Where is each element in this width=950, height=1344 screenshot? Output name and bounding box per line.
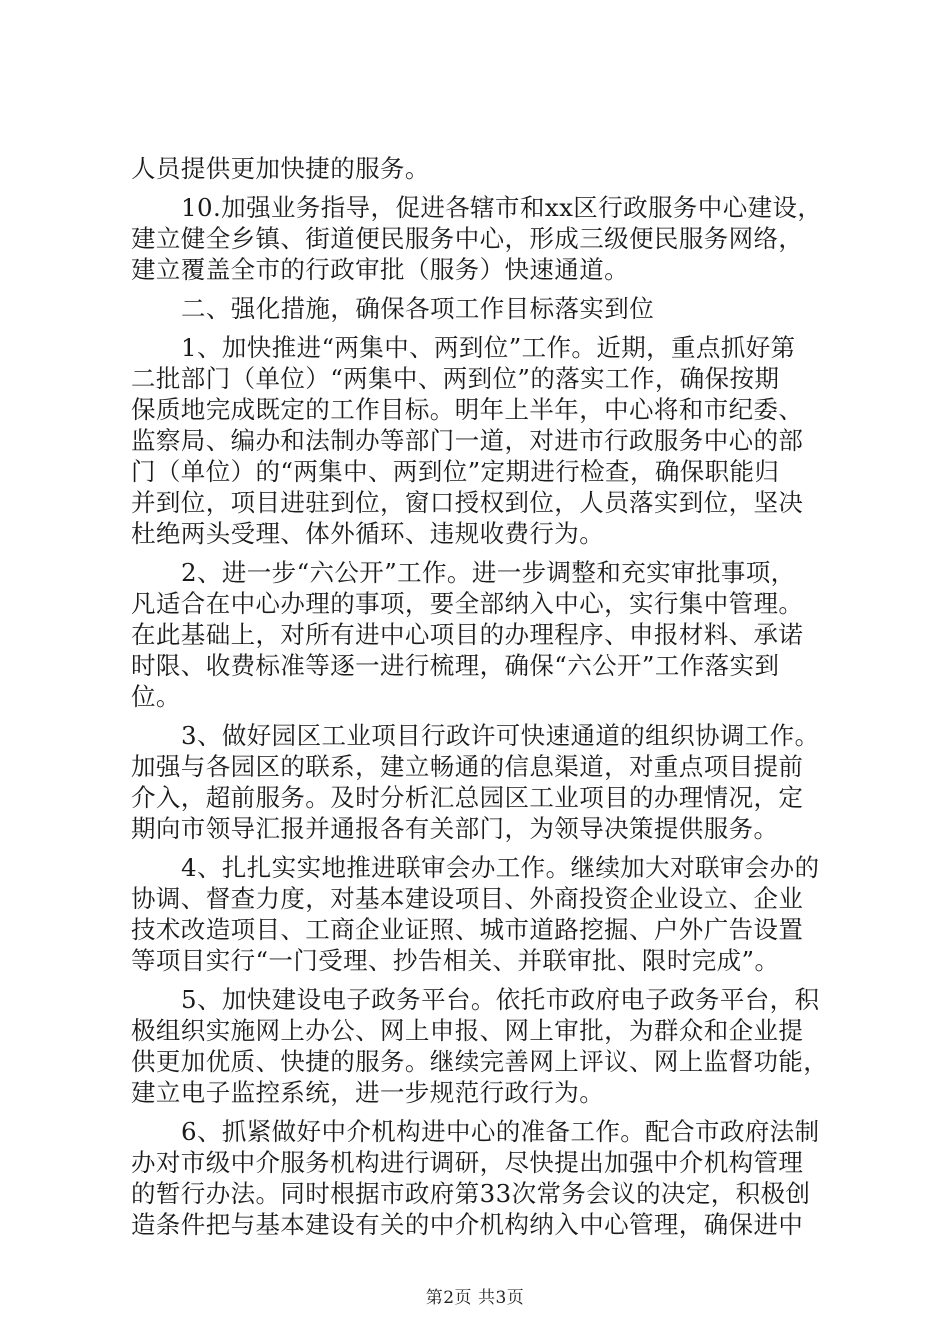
text-line: 协调、督查力度，对基本建设项目、外商投资企业设立、企业 xyxy=(131,884,804,913)
paragraph-item-3 xyxy=(131,720,831,844)
text-line: 建立覆盖全市的行政审批（服务）快速通道。 xyxy=(131,255,629,284)
text-line: 技术改造项目、工商企业证照、城市道路挖掘、户外广告设置 xyxy=(131,915,804,944)
text-line: 2、进一步“六公开”工作。进一步调整和充实审批事项， xyxy=(181,558,796,587)
text-line: 二批部门（单位）“两集中、两到位”的落实工作，确保按期 xyxy=(131,364,780,393)
paragraph-item-1 xyxy=(131,332,831,549)
text-line: 门（单位）的“两集中、两到位”定期进行检查，确保职能归 xyxy=(131,457,780,486)
paragraph-1 xyxy=(131,153,831,184)
page-number-label: 第2页 共3页 xyxy=(425,1288,525,1308)
paragraph-item-4 xyxy=(131,852,831,976)
text-line: 4、扎扎实实地推进联审会办工作。继续加大对联审会办的 xyxy=(181,853,820,882)
paragraph-2 xyxy=(131,192,831,285)
text-line: 二、强化措施，确保各项工作目标落实到位 xyxy=(181,294,655,323)
text-line: 1、加快推进“两集中、两到位”工作。近期，重点抓好第 xyxy=(181,333,796,362)
document-body xyxy=(131,153,831,1240)
text-line: 6、抓紧做好中介机构进中心的准备工作。配合市政府法制 xyxy=(181,1117,820,1146)
text-line: 极组织实施网上办公、网上申报、网上审批，为群众和企业提 xyxy=(131,1016,804,1045)
text-line: 3、做好园区工业项目行政许可快速通道的组织协调工作。 xyxy=(181,721,820,750)
text-line: 监察局、编办和法制办等部门一道，对进市行政服务中心的部 xyxy=(131,426,804,455)
text-line: 等项目实行“一门受理、抄告相关、并联审批、限时完成”。 xyxy=(131,946,780,975)
text-line: 造条件把与基本建设有关的中介机构纳入中心管理，确保进中 xyxy=(131,1210,804,1239)
text-line: 在此基础上，对所有进中心项目的办理程序、申报材料、承诺 xyxy=(131,620,804,649)
text-line: 凡适合在中心办理的事项，要全部纳入中心，实行集中管理。 xyxy=(131,589,804,618)
text-line: 时限、收费标准等逐一进行梳理，确保“六公开”工作落实到 xyxy=(131,651,780,680)
text-line: 期向市领导汇报并通报各有关部门，为领导决策提供服务。 xyxy=(131,814,779,843)
text-line: 加强与各园区的联系，建立畅通的信息渠道，对重点项目提前 xyxy=(131,752,804,781)
paragraph-item-2 xyxy=(131,557,831,712)
text-line: 位。 xyxy=(131,682,181,711)
text-line: 保质地完成既定的工作目标。明年上半年，中心将和市纪委、 xyxy=(131,395,804,424)
section-heading xyxy=(131,293,831,324)
text-line: 杜绝两头受理、体外循环、违规收费行为。 xyxy=(131,519,605,548)
paragraph-item-6 xyxy=(131,1116,831,1240)
page-footer xyxy=(0,1287,950,1309)
paragraph-item-5 xyxy=(131,984,831,1108)
text-line: 介入，超前服务。及时分析汇总园区工业项目的办理情况，定 xyxy=(131,783,804,812)
text-line: 供更加优质、快捷的服务。继续完善网上评议、网上监督功能， xyxy=(131,1047,829,1076)
text-line: 5、加快建设电子政务平台。依托市政府电子政务平台，积 xyxy=(181,985,820,1014)
text-line: 人员提供更加快捷的服务。 xyxy=(131,154,430,183)
text-line: 10.加强业务指导，促进各辖市和xx区行政服务中心建设， xyxy=(181,193,823,222)
text-line: 并到位，项目进驻到位，窗口授权到位，人员落实到位，坚决 xyxy=(131,488,804,517)
text-line: 建立健全乡镇、街道便民服务中心，形成三级便民服务网络， xyxy=(131,224,804,253)
text-line: 办对市级中介服务机构进行调研，尽快提出加强中介机构管理 xyxy=(131,1148,804,1177)
text-line: 建立电子监控系统，进一步规范行政行为。 xyxy=(131,1078,605,1107)
text-line: 的暂行办法。同时根据市政府第33次常务会议的决定，积极创 xyxy=(131,1179,811,1208)
